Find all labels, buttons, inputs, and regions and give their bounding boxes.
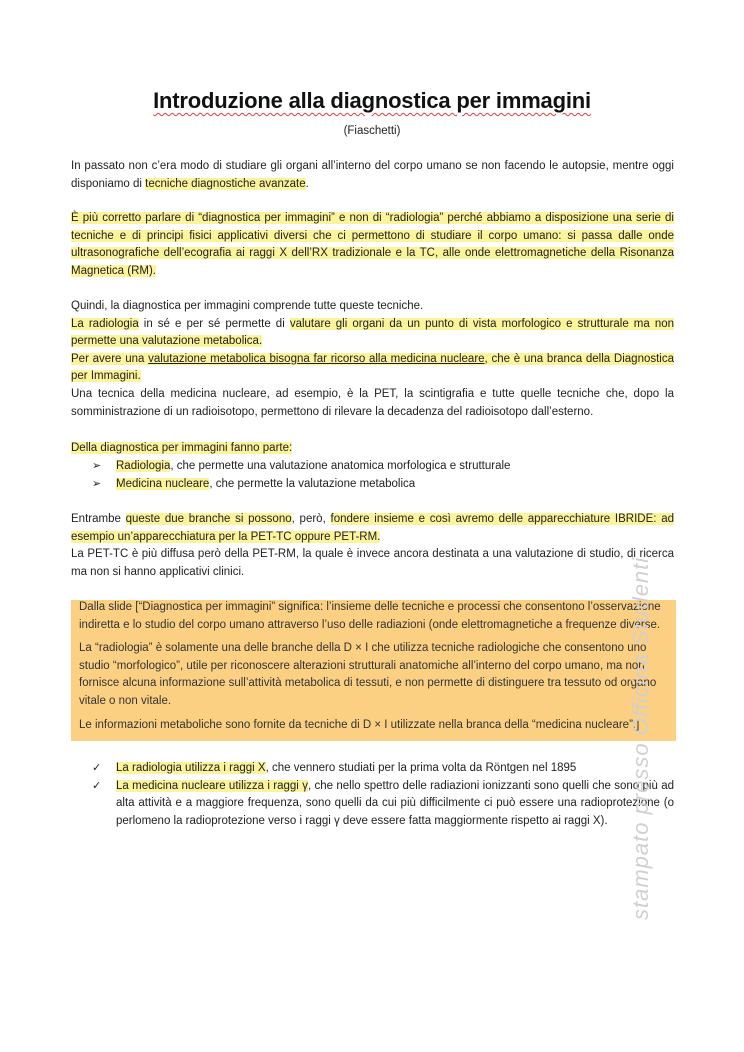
paragraph-hybrid: Entrambe queste due branche si possono, però, fondere insieme e così avremo delle apparecchiature IBRIDE: ad esempio un’apparecchiatura per la PET-TC oppure PET-RM. La PET-TC è più diffusa però della PET-RM, la quale è invece ancora destinata a una valutazione di studio, di ricerca ma non si hanno applicativi clinici. <box>71 513 674 578</box>
list-item: ➢ Radiologia, che permette una valutazione anatomica morfologica e strutturale <box>92 458 674 476</box>
list-item: ➢ Medicina nucleare, che permette la valutazione metabolica <box>92 476 674 494</box>
branches-list <box>92 458 674 493</box>
radiation-checklist <box>92 760 674 830</box>
paragraph-intro: In passato non c’era modo di studiare gli organi all’interno del corpo umano se non facendo le autopsie, mentre oggi disponiamo di tecniche diagnostiche avanzate. <box>71 160 674 190</box>
list-item: ✓ La medicina nucleare utilizza i raggi γ, che nello spettro delle radiazioni ionizzanti sono quelli che sono più ad alta attività e a maggiore frequenza, sono quelli da cui più difficilmente ci può essere una radioprotezione (o perlomeno la radioprotezione verso i raggi γ deve essere fatta maggiormente rispetto ai raggi X). <box>92 778 674 831</box>
watermark: stampato presso Officina Studenti <box>628 556 653 920</box>
document-title: Introduzione alla diagnostica per immagini <box>153 88 591 113</box>
arrow-bullet-icon: ➢ <box>92 460 102 472</box>
author-line: (Fiaschetti) <box>343 125 401 137</box>
paragraph-definition: È più corretto parlare di “diagnostica per immagini” e non di “radiologia” perché abbiamo a disposizione una serie di tecniche e di principi fisici applicativi diversi che ci permettono di studiare il corpo umano: si passa dalle onde ultrasonografiche dell’ecografia ai raggi X dell’RX tradizionale e la TC, alle onde elettromagnetiche della Risonanza Magnetica (RM). <box>71 212 674 277</box>
slide-quote-box: Dalla slide [“Diagnostica per immagini” significa: l’insieme delle tecniche e processi che consentono l’osservazione indiretta e lo studio del corpo umano attraverso l’uso delle radiazioni (onde elettromagnetiche a frequenze diverse. La “radiologia” è solamente una delle branche della D × I che utilizza tecniche radiologiche che consentono uno studio “morfologico”, utile per riconoscere alterazioni strutturali anatomiche all’interno del corpo umano, ma non fornisce alcuna informazione sull’attività metabolica di tessuti, e non permette di distinguere tra tessuto od organo vitale o non vitale. Le informazioni metaboliche sono fornite da tecniche di D × I utilizzate nella branca della “medicina nucleare”.] <box>71 600 676 741</box>
paragraph-techniques: Quindi, la diagnostica per immagini comprende tutte queste tecniche. La radiologia in sé e per sé permette di valutare gli organi da un punto di vista morfologico e strutturale ma non permette una valutazione metabolica. Per avere una valutazione metabolica bisogna far ricorso alla medicina nucleare, che è una branca della Diagnostica per Immagini. Una tecnica della medicina nucleare, ad esempio, è la PET, la scintigrafia e tutte quelle tecniche che, dopo la somministrazione di un radioisotopo, permettono di rilevare la decadenza del radioisotopo dall’esterno. <box>71 300 675 418</box>
checkmark-icon: ✓ <box>92 762 102 774</box>
checkmark-icon: ✓ <box>92 779 102 792</box>
list-item: ✓ La radiologia utilizza i raggi X, che vennero studiati per la prima volta da Röntgen nel 1895 <box>92 760 674 778</box>
paragraph-branches-heading: Della diagnostica per immagini fanno parte: <box>71 442 293 454</box>
arrow-bullet-icon: ➢ <box>92 477 102 490</box>
